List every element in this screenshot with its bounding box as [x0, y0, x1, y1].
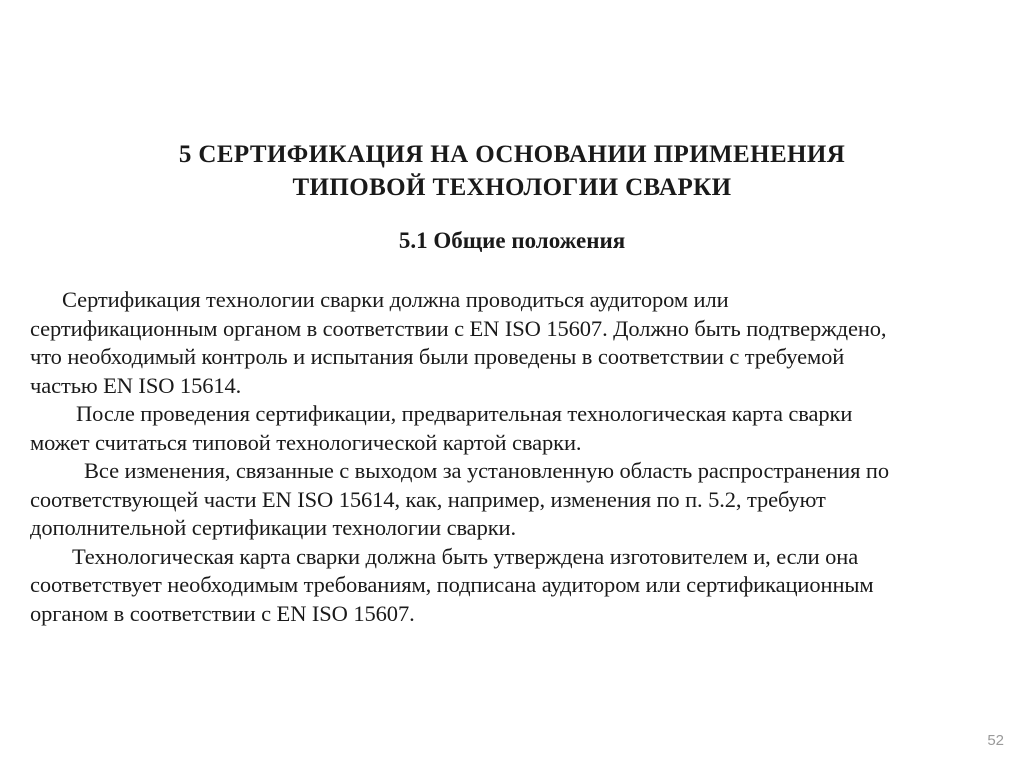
paragraph-3 — [30, 457, 1005, 543]
paragraph-line: После проведения сертификации, предварительная технологическая карта сварки — [76, 401, 853, 426]
paragraph-line: частью EN ISO 15614. — [30, 372, 242, 398]
paragraph-line: что необходимый контроль и испытания были проведены в соответствии с требуемой — [30, 344, 845, 369]
paragraph-2 — [30, 400, 1005, 457]
paragraph-line: может считаться типовой технологической картой сварки. — [30, 429, 582, 455]
paragraph-line: сертификационным органом в соответствии с EN ISO 15607. Должно быть подтверждено, — [30, 315, 887, 341]
page-number: 52 — [987, 732, 1004, 749]
chapter-heading-line-2: ТИПОВОЙ ТЕХНОЛОГИИ СВАРКИ — [292, 174, 732, 201]
document-body — [30, 286, 1005, 628]
paragraph-line: Все изменения, связанные с выходом за установленную область распространения по — [84, 458, 889, 483]
section-title: 5.1 Общие положения — [398, 228, 626, 253]
paragraph-line: соответствует необходимым требованиям, подписана аудитором или сертификационным — [30, 572, 874, 597]
chapter-heading-line-1: 5 СЕРТИФИКАЦИЯ НА ОСНОВАНИИ ПРИМЕНЕНИЯ — [178, 141, 846, 168]
paragraph-line: соответствующей части EN ISO 15614, как, например, изменения по п. 5.2, требуют — [30, 486, 826, 512]
paragraph-line: органом в соответствии с EN ISO 15607. — [30, 600, 415, 626]
paragraph-line: дополнительной сертификации технологии сварки. — [30, 515, 517, 540]
chapter-heading — [0, 138, 1024, 204]
paragraph-4 — [30, 543, 1005, 629]
paragraph-line: Сертификация технологии сварки должна проводиться аудитором или — [62, 287, 729, 312]
paragraph-line: Технологическая карта сварки должна быть утверждена изготовителем и, если она — [72, 543, 859, 569]
paragraph-1 — [30, 286, 1005, 400]
